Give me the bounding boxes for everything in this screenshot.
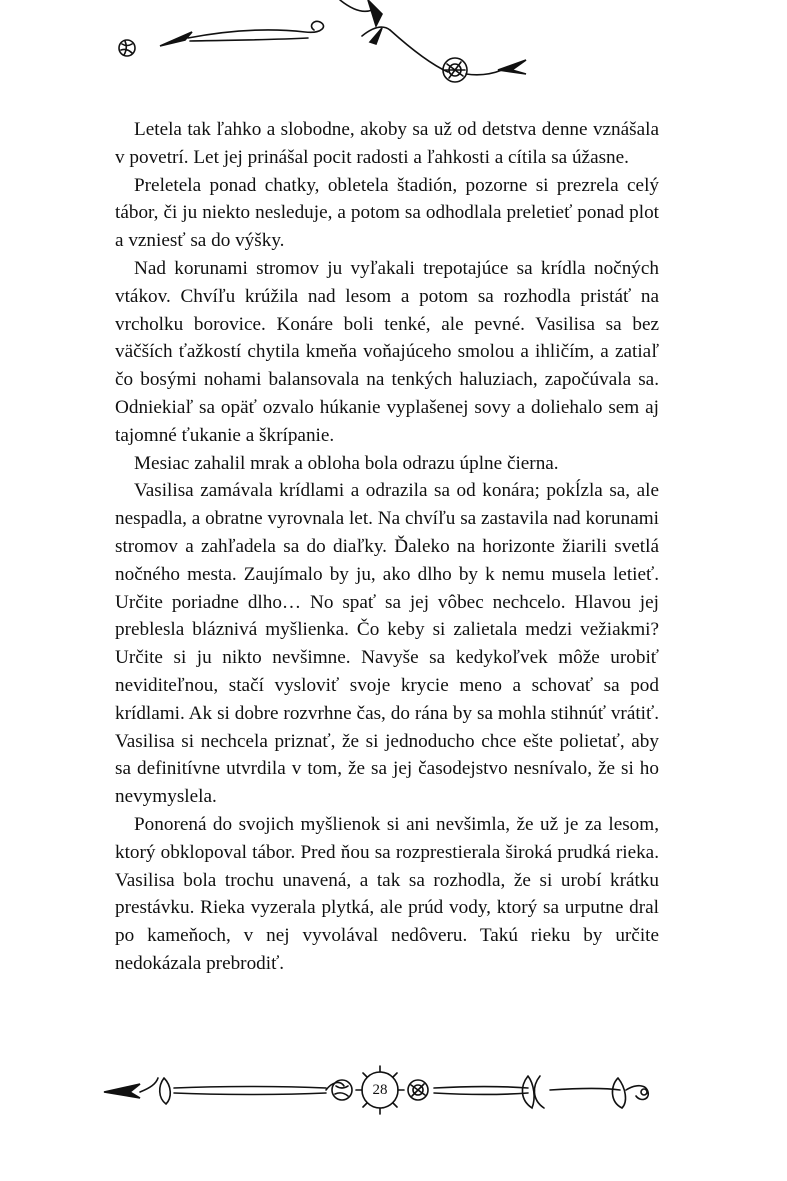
paragraph: Mesiac zahalil mrak a obloha bola odrazu úplne čierna. — [134, 452, 559, 474]
paragraph: Ponorená do svojich myšlienok si ani nevšimla, že už je za lesom, ktorý obklopoval tábor. Pred ňou sa rozprestierala široká prudká rieka. Vasilisa bola trochu unavená, a tak sa rozhodla, že si urobí krátku prestávku. Rieka vyzerala plytká, ale prúd vody, ktorý sa urputne dral po kameňoch, v nej vyvolával nedôveru. Takú rieku by určite nedokázala prebrodiť. — [115, 813, 659, 974]
paragraph: Vasilisa zamávala krídlami a odrazila sa od konára; pokĺzla sa, ale nespadla, a obratne vyrovnala let. Na chvíľu sa zastavila nad korunami stromov a zahľadela sa do diaľky. Ďaleko na horizonte žiarili svetlá nočného mesta. Zaujímalo by ju, ako dlho by k nemu musela letieť. Určite poriadne dlho… No spať sa jej vôbec nechcelo. Hlavou jej preblesla bláznivá myšlienka. Čo keby si zalietala medzi vežiakmi? Určite si ju nikto nevšimne. Navyše sa kedykoľvek môže urobiť neviditeľnou, stačí vysloviť svoje krycie meno a schovať sa pod krídlami. Ak si dobre rozvrhne čas, do rána by sa mohla stihnúť vrátiť. Vasilisa si nechcela priznať, že si jednoducho chce ešte polietať, aby sa definitívne utvrdila v tom, že sa jej časodejstvo nesnívalo, že si ho nevymyslela. — [115, 480, 659, 808]
top-flourish-ornament — [100, 0, 540, 90]
body-text — [115, 116, 659, 978]
paragraph: Preletela ponad chatky, obletela štadión, pozorne si prezrela celý tábor, či ju niekto nesleduje, a potom sa odhodlala preletieť ponad plot a vzniesť sa do výšky. — [115, 174, 659, 252]
paragraph: Nad korunami stromov ju vyľakali trepotajúce sa krídla nočných vtákov. Chvíľu krúžila nad lesom a potom sa rozhodla pristáť na vrcholku borovice. Konáre boli tenké, ale pevné. Vasilisa sa bez väčších ťažkostí chytila kmeňa voňajúceho smolou a ihličím, a zatiaľ čo bosými nohami balansovala na tenkých haluziach, započúvala sa. Odniekiaľ sa opäť ozvalo húkanie vyplašenej sovy a doliehalo sem aj tajomné ťukanie a škrípanie. — [115, 257, 659, 446]
page-number: 28 — [372, 1082, 388, 1098]
paragraph: Letela tak ľahko a slobodne, akoby sa už od detstva denne vznášala v povetrí. Let jej prinášal pocit radosti a ľahkosti a cítila sa úžasne. — [115, 119, 659, 168]
